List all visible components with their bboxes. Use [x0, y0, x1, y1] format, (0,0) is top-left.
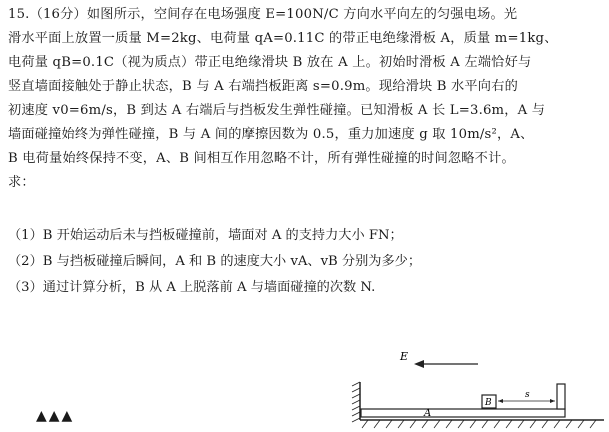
question-2: （2）B 与挡板碰撞后瞬间，A 和 B 的速度大小 vA、vB 分别为多少；: [8, 254, 422, 269]
problem-line: 15.（16分）如图所示，空间存在电场强度 E=100N/C 方向水平向左的匀强电场。光: [8, 7, 518, 22]
problem-line: 初速度 v0=6m/s，B 到达 A 右端后与挡板发生弹性碰撞。已知滑板 A 长 L=3.6m，A 与: [8, 103, 546, 118]
field-label: E: [400, 350, 409, 363]
wall: [352, 382, 360, 422]
problem-line: 电荷量 qB=0.1C（视为质点）带正电绝缘滑块 B 放在 A 上。初始时滑板 A 左端恰好与: [8, 55, 532, 70]
problem-line: 求：: [8, 175, 35, 190]
physics-diagram: [348, 344, 606, 430]
block-label: B: [485, 398, 492, 408]
board-a: [361, 384, 565, 417]
problem-statement: [8, 3, 608, 195]
problem-line: B 电荷量始终保持不变，A、B 间相互作用忽略不计，所有弹性碰撞的时间忽略不计。: [8, 151, 515, 166]
problem-line: 竖直墙面接触处于静止状态，B 与 A 右端挡板距离 s=0.9m。现给滑块 B 水平向右的: [8, 79, 518, 94]
ground: [360, 420, 604, 428]
question-1: （1）B 开始运动后未与挡板碰撞前，墙面对 A 的支持力大小 FN；: [8, 228, 403, 243]
problem-line: 滑水平面上放置一质量 M=2kg、电荷量 qA=0.11C 的带正电绝缘滑板 A，质量 m=1kg、: [8, 31, 558, 46]
board-label: A: [424, 408, 432, 419]
distance-label: s: [525, 390, 530, 400]
problem-line: 墙面碰撞始终为弹性碰撞，B 与 A 间的摩擦因数为 0.5，重力加速度 g 取 10m/s²，A、: [8, 127, 534, 142]
question-3: （3）通过计算分析，B 从 A 上脱落前 A 与墙面碰撞的次数 N.: [8, 280, 376, 295]
end-mark: ▲▲▲: [36, 408, 75, 424]
field-arrow: [414, 360, 478, 368]
